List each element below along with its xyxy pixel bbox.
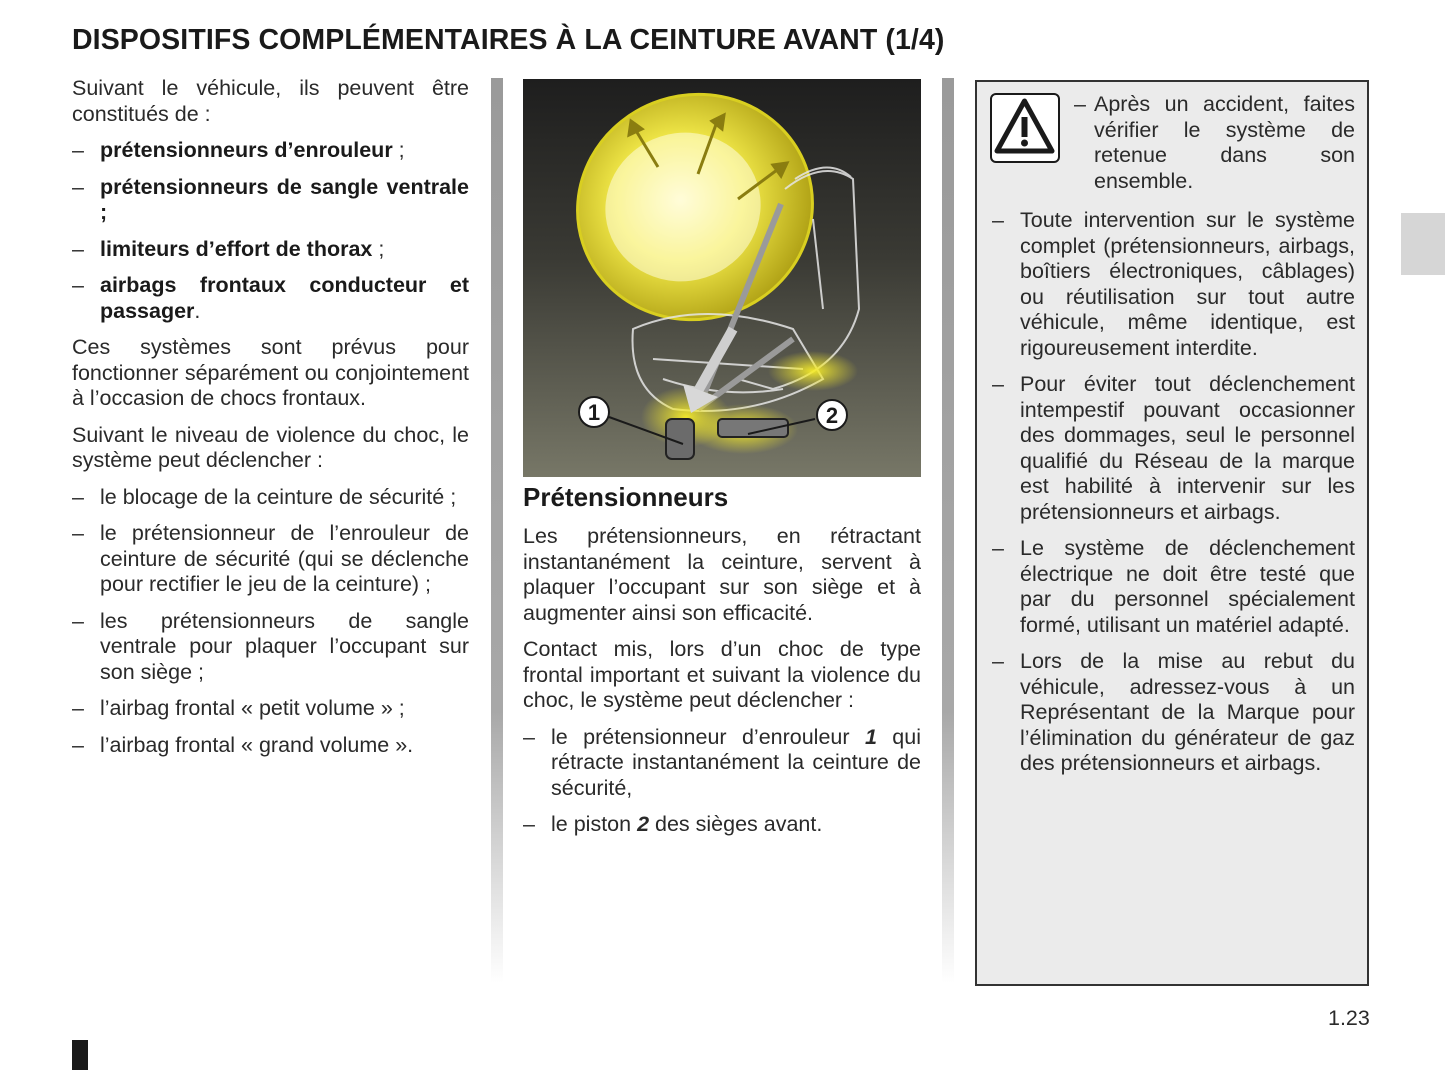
trigger-list [72,485,469,759]
middle-column [523,524,921,849]
list-item: – Toute intervention sur le système complet (prétensionneurs, airbags, boîtiers électroniques, câblages) ou réutilisation sur tout autre véhicule, même identique, est rigoureusement interdite. [992,208,1355,361]
list-item [523,725,921,802]
intro-text: Suivant le véhicule, ils peuvent être constitués de : [72,76,469,126]
list-item [72,237,469,263]
list-item [72,273,469,324]
section-heading: Prétensionneurs [523,482,729,512]
warning-first-text: Après un accident, faites vérifier le système de retenue dans son ensemble. [1094,92,1355,193]
list-item-text: le piston [551,812,638,836]
left-column [72,76,469,769]
page-number: 1.23 [1328,1006,1370,1030]
list-item [72,138,469,164]
list-item-bold: limiteurs d’effort de thorax [100,236,373,261]
list-item: – le prétensionneur de l’enrouleur de ceinture de sécurité (qui se déclenche pour rectifier le jeu de la ceinture) ; [72,521,469,598]
list-item: – l’airbag frontal « petit volume » ; [72,696,469,722]
callout-1 [579,397,609,427]
device-list [72,138,469,324]
list-item: – Lors de la mise au rebut du véhicule, adressez-vous à un Représentant de la Marque pour l’élimination du générateur de gaz des prétensionneurs et airbags. [992,649,1355,777]
list-item-rest: ; [392,138,405,162]
list-item-ref-number: 2 [637,812,650,836]
list-item-rest: ; [372,236,385,261]
list-item-text: le prétensionneur d’enrouleur [551,724,865,749]
callout-2-label: 2 [825,403,839,428]
list-item-bold: prétensionneurs d’enrouleur [100,138,393,162]
paragraph: Ces systèmes sont prévus pour fonctionner séparément ou conjointement à l’occasion de chocs frontaux. [72,335,469,410]
page-title-part: (1/4) [885,24,945,56]
list-item: – Pour éviter tout déclenchement intempestif pouvant occasionner des dommages, seul le personnel qualifié du Réseau de la marque est habilité à intervenir sur les prétensionneurs et airbags. [992,372,1355,525]
list-item: – Le système de déclenchement électrique ne doit être testé que par du personnel spécialement formé, utilisant un matériel adapté. [992,536,1355,638]
chapter-tab [1401,213,1445,275]
pretensioner-illustration [523,79,921,477]
page-title [72,24,1372,57]
list-item: – les prétensionneurs de sangle ventrale pour plaquer l’occupant sur son siège ; [72,609,469,686]
list-item-bold: airbags frontaux conducteur et passager [100,273,469,323]
list-item [72,175,469,226]
illustration-svg [523,79,921,477]
column-separator [942,78,954,983]
list-item-text: qui rétracte instantanément la ceinture de sécurité, [551,724,921,800]
list-item-bold: prétensionneurs de sangle ventrale ; [100,174,469,224]
list-item-rest: . [194,298,201,323]
list-item [523,812,921,838]
warning-triangle-svg [992,95,1057,160]
warning-triangle-icon [990,93,1060,163]
list-item: – le blocage de la ceinture de sécurité ; [72,485,469,511]
column-separator [491,78,503,983]
paragraph: Les prétensionneurs, en rétractant instantanément la ceinture, servent à plaquer l’occupant sur son siège et à augmenter ainsi son efficacité. [523,524,921,625]
list-item: – l’airbag frontal « grand volume ». [72,733,469,759]
warning-list [992,208,1355,777]
warning-column [992,208,1355,788]
callout-1-label: 1 [587,400,601,425]
list-item-text: des sièges avant. [649,812,823,836]
pretensioner-list [523,725,921,838]
paragraph: Contact mis, lors d’un choc de type frontal important et suivant la violence du choc, le système peut déclencher : [523,637,921,712]
page-title-main: DISPOSITIFS COMPLÉMENTAIRES À LA CEINTURE AVANT [72,24,878,56]
callout-2 [817,400,847,430]
warning-first-item: – Après un accident, faites vérifier le système de retenue dans son ensemble. [1074,92,1355,193]
belt-arrow [683,329,733,413]
corner-mark [72,1040,88,1070]
list-item-ref-number: 1 [864,724,877,749]
paragraph: Suivant le niveau de violence du choc, le système peut déclencher : [72,422,469,472]
